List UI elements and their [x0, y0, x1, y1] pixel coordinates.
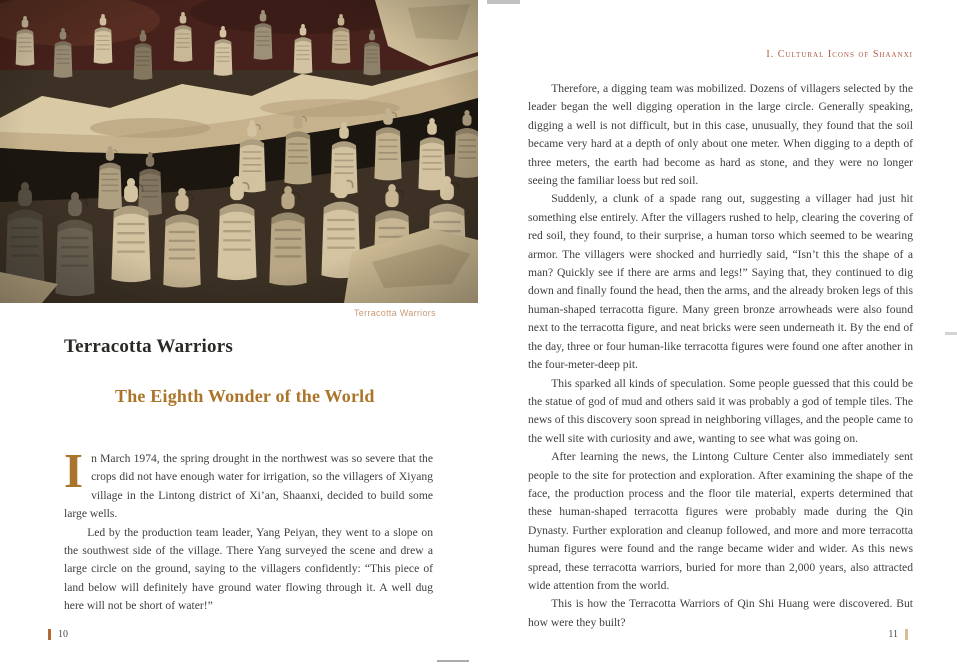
- photo-caption: Terracotta Warriors: [354, 308, 436, 318]
- folio-bar: [48, 629, 51, 640]
- drop-cap: I: [64, 443, 84, 498]
- terracotta-warriors-photo: [0, 0, 478, 303]
- right-page-body: [528, 80, 913, 632]
- folio-number: 10: [58, 629, 68, 640]
- paragraph: [64, 443, 433, 524]
- left-page-body: [64, 443, 433, 616]
- paragraph: This is how the Terracotta Warriors of Qin Shi Huang were discovered. But how were they built?: [528, 597, 913, 629]
- paragraph: Suddenly, a clunk of a spade rang out, suggesting a villager had just hit something else entirely. After the villagers rushed to help, clearing the covering of red soil, they found, to their surprise, a human torso which seemed to be wearing armor. The villagers were shocked and hurriedly said, “Isn’t this the shape of a man? Quickly see if there are arms and legs!” Saying that, they continued to dig down and finally found the head, then the arms, and the already broken legs of this human-shaped terracotta figure. Many green bronze arrowheads were also found next to the terracotta figure, and neat bricks were seen underneath it. By the end of the day, three or four human-like terracotta figures were found one after another in the four-meter-deep pit.: [528, 192, 913, 372]
- print-mark-bottom: [437, 660, 469, 662]
- paragraph: After learning the news, the Lintong Culture Center also immediately sent people to the site for protection and exploration. After examining the shape of the face, the production process and the floor tile material, experts determined that these human-shaped terracotta figures were probably made during the Qin Dynasty. Further exploration and cleanup followed, and more and more terracotta human figures were found and the range became wider and wider. As this news spread, these terracotta warriors, buried for more than 2,000 years, also attracted wide attention from the world.: [528, 450, 913, 592]
- paragraph-text: n March 1974, the spring drought in the northwest was so severe that the crops did not have enough water for irrigation, so the villagers of Xiyang village in the Lintong district of Xi’an, Shaanxi, decided to build some large wells.: [64, 452, 433, 521]
- paragraph: Therefore, a digging team was mobilized. Dozens of villagers selected by the leader began the well digging operation in the large circle. Generally speaking, digging a well is not difficult, but in this case, unusually, they found that the soil became very hard at a depth of only about one meter. When digging to a depth of three meters, the earth had become as hard as stone, and they were no longer seeing the familiar loess but red soil.: [528, 82, 913, 188]
- folio-bar: [905, 629, 908, 640]
- page-number-right: [860, 629, 908, 640]
- chapter-title: Terracotta Warriors: [64, 336, 233, 357]
- page-number-left: [48, 629, 68, 640]
- print-mark-top: [487, 0, 520, 4]
- print-mark-right: [945, 332, 957, 335]
- paragraph: Led by the production team leader, Yang Peiyan, they went to a slope on the southwest side of the village. There Yang surveyed the scene and drew a large circle on the ground, saying to the villagers confidently: “This piece of land below will definitely have ground water flowing through it. A well dug here will not be short of water!”: [64, 525, 433, 613]
- folio-number: 11: [888, 629, 898, 640]
- terracotta-warriors-photo-art: [0, 0, 478, 303]
- chapter-subtitle: The Eighth Wonder of the World: [115, 386, 375, 406]
- running-header: I. Cultural Icons of Shaanxi: [766, 49, 913, 60]
- paragraph: This sparked all kinds of speculation. Some people guessed that this could be the statue of god of mud and others said it was probably a god of temple tiles. The news of this discovery soon spread in neighboring villages, and the people came to the well site with curiosity and awe, wanting to see what was going on.: [528, 376, 913, 445]
